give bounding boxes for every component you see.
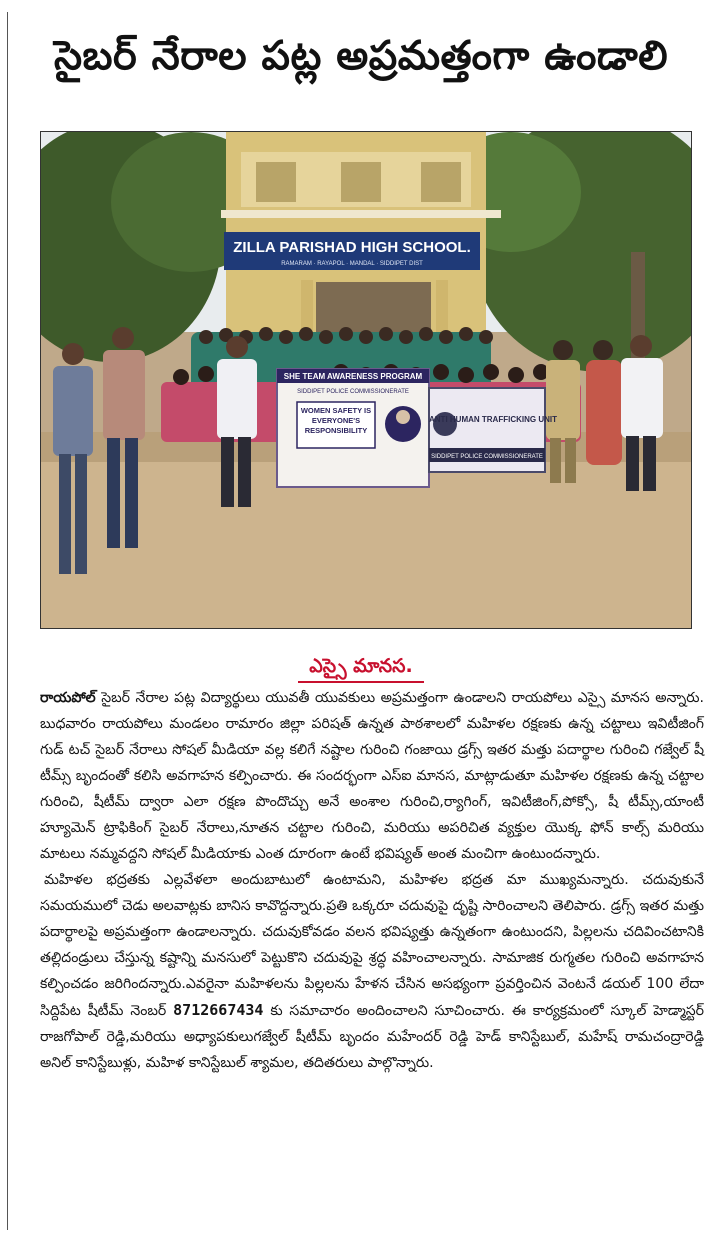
article-body [40, 685, 704, 1076]
phone-number: 8712667434 [173, 1001, 264, 1019]
caption-underline [298, 681, 424, 683]
headline: సైబర్ నేరాల పట్ల అప్రమత్తంగా ఉండాలి [53, 33, 669, 79]
paragraph-2 [40, 867, 704, 1076]
column-rule [7, 12, 8, 1230]
paragraph-2-text-b: కు సమాచారం అందించాలని సూచించారు. ఈ కార్యక్రమంలో స్కూల్ హెడ్మాస్టర్ రాజగోపాల్ రెడ్డి,మరియు అధ్యాపకులుగజ్వేల్ షీటీమ్ బృందం మహేందర్ రెడ్డి హెడ్ కానిస్టేబుల్, మహేష్ రామచంద్రారెడ్డి అనిల్ కానిస్టేబుళ్లు, మహిళ కానిస్టేబుల్ శ్యామల, తదితరులు పాల్గొన్నారు. [40, 1003, 704, 1071]
banner-right-title: ANTI HUMAN TRAFFICKING UNIT [429, 415, 557, 424]
school-sign-subtext: RAMARAM · RAYAPOL · MANDAL · SIDDIPET DIST [281, 261, 423, 267]
banner-left-subtitle: SIDDIPET POLICE COMMISSIONERATE [297, 389, 409, 395]
school-sign-text: ZILLA PARISHAD HIGH SCHOOL. [233, 239, 471, 256]
paragraph-1-text: సైబర్ నేరాల పట్ల విద్యార్థులు యువతీ యువకులు అప్రమత్తంగా ఉండాలని రాయపోలు ఎస్సై మానస అన్నారు. బుధవారం రాయపోలు మండలం రామారం జిల్లా పరిషత్ ఉన్నత పాఠశాలలో మహిళల రక్షణకు ఉన్న చట్టాలు ఇవిటీజింగ్ గుడ్ టచ్ సైబర్ నేరాలు సోషల్ మీడియా వల్ల కలిగే నష్టాల గురించి గంజాయి డ్రగ్స్ ఇతర మత్తు పదార్థాల గురించి గజ్వేల్ షీ టీమ్స్ బృందంతో కలిసి అవగాహన కల్పించారు. ఈ సందర్భంగా ఎస్ఐ మానస, మాట్లాడుతూ మహిళల రక్షణకు ఉన్న చట్టాల గురించి, షీటీమ్ ద్వారా ఎలా రక్షణ పొందొచ్చు అనే అంశాల గురించి,ర్యాగింగ్, ఇవిటీజింగ్,పోక్సో, షీ టీమ్స్,యాంటీ హ్యూమెన్ ట్రాఫికింగ్ సైబర్ నేరాలు,నూతన చట్టాల గురించి, మరియు అపరిచిత వ్యక్తుల యొక్క ఫోన్ కాల్స్ మరియు మాటలు నమ్మవద్దని సోషల్ మీడియాకు ఎంత దూరంగా ఉంటే భవిష్యత్ అంత మంచిగా ఉంటుందన్నారు. [40, 690, 704, 862]
banner-right-subtitle: SIDDIPET POLICE COMMISSIONERATE [431, 454, 543, 460]
dateline: రాయపోల్ [40, 690, 96, 706]
paragraph-1 [40, 685, 704, 867]
paragraph-2-text-a: మహిళల భద్రతకు ఎల్లవేళలా అందుబాటులో ఉంటామని, మహిళల భద్రత మా ముఖ్యమన్నారు. చదువుకునే సమయములో చెడు అలవాట్లకు బానిస కావొద్దన్నారు.ప్రతి ఒక్కరూ చదువుపై దృష్టి సారించాలని తెలిపారు. డ్రగ్స్ ఇతర మత్తు పదార్థాలపై అప్రమత్తంగా ఉండాలన్నారు. చదువుకోవడం వలన భవిష్యత్తు ఉన్నతంగా ఉంటుందని, పిల్లలను చదివించటానికి తల్లిదండ్రులు చేస్తున్న కష్టాన్ని మనసులో పెట్టుకొని చదువుపై శ్రద్ధ వహించాలన్నారు. సామాజిక రుగ్మతల గురించి అవగాహన కల్పించడం జరిగిందన్నారు.ఎవరైనా మహిళలను పిల్లలను హేళన చేసిన అసభ్యంగా ప్రవర్తించిన వెంటనే డయల్ 100 లేదా సిద్దిపేట షీటీమ్ నెంబర్ [40, 872, 704, 1019]
banner-left-title: SHE TEAM AWARENESS PROGRAM [283, 372, 423, 381]
photo-caption: ఎస్సై మానస. [309, 655, 413, 677]
news-photo [40, 131, 692, 629]
banner-left-slogan: WOMEN SAFETY IS EVERYONE'S RESPONSIBILITY [300, 406, 372, 435]
